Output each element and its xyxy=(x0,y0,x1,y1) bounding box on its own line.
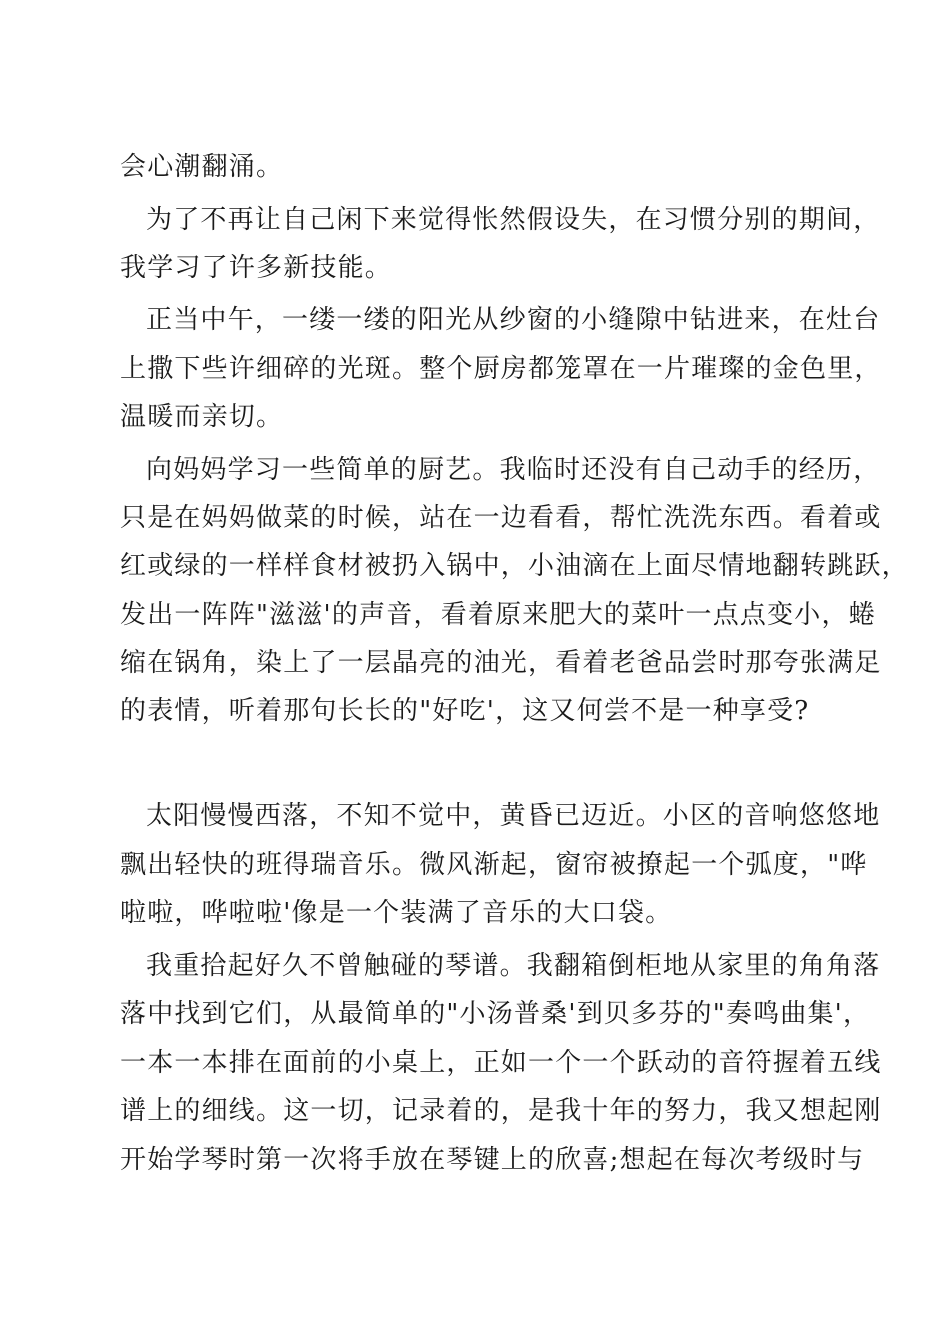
paragraph-start-line: 正当中午，一缕一缕的阳光从纱窗的小缝隙中钻进来，在灶台 xyxy=(146,305,881,335)
text-line: 会心潮翻涌。 xyxy=(120,152,284,182)
paragraph-start-line: 向妈妈学习一些简单的厨艺。我临时还没有自己动手的经历， xyxy=(146,455,881,485)
paragraph-start-line: 为了不再让自己闲下来觉得怅然假设失，在习惯分别的期间， xyxy=(146,205,881,235)
text-line: 落中找到它们，从最简单的"小汤普桑'到贝多芬的"奏鸣曲集'， xyxy=(120,999,871,1029)
text-line: 飘出轻快的班得瑞音乐。微风渐起，窗帘被撩起一个弧度，"哗 xyxy=(120,850,868,880)
paragraph-start-line: 我重拾起好久不曾触碰的琴谱。我翻箱倒柜地从家里的角角落 xyxy=(146,951,881,981)
text-line: 的表情，听着那句长长的"好吃'，这又何尝不是一种享受? xyxy=(120,696,810,726)
text-line: 开始学琴时第一次将手放在琴键上的欣喜;想起在每次考级时与 xyxy=(120,1145,865,1175)
text-line: 红或绿的一样样食材被扔入锅中，小油滴在上面尽情地翻转跳跃， xyxy=(120,551,909,581)
text-line: 一本一本排在面前的小桌上，正如一个一个跃动的音符握着五线 xyxy=(120,1048,882,1078)
text-line: 缩在锅角，染上了一层晶亮的油光，看着老爸品尝时那夸张满足 xyxy=(120,648,882,678)
text-line: 我学习了许多新技能。 xyxy=(120,253,393,283)
paragraph-start-line: 太阳慢慢西落，不知不觉中，黄昏已迈近。小区的音响悠悠地 xyxy=(146,801,881,831)
text-line: 上撒下些许细碎的光斑。整个厨房都笼罩在一片璀璨的金色里， xyxy=(120,354,882,384)
text-line: 谱上的细线。这一切，记录着的，是我十年的努力，我又想起刚 xyxy=(120,1096,882,1126)
text-line: 只是在妈妈做菜的时候，站在一边看看，帮忙洗洗东西。看着或 xyxy=(120,503,882,533)
text-line: 发出一阵阵"滋滋'的声音，看着原来肥大的菜叶一点点变小，蜷 xyxy=(120,600,876,630)
text-line: 啦啦，哗啦啦'像是一个装满了音乐的大口袋。 xyxy=(120,898,673,928)
text-line: 温暖而亲切。 xyxy=(120,402,284,432)
